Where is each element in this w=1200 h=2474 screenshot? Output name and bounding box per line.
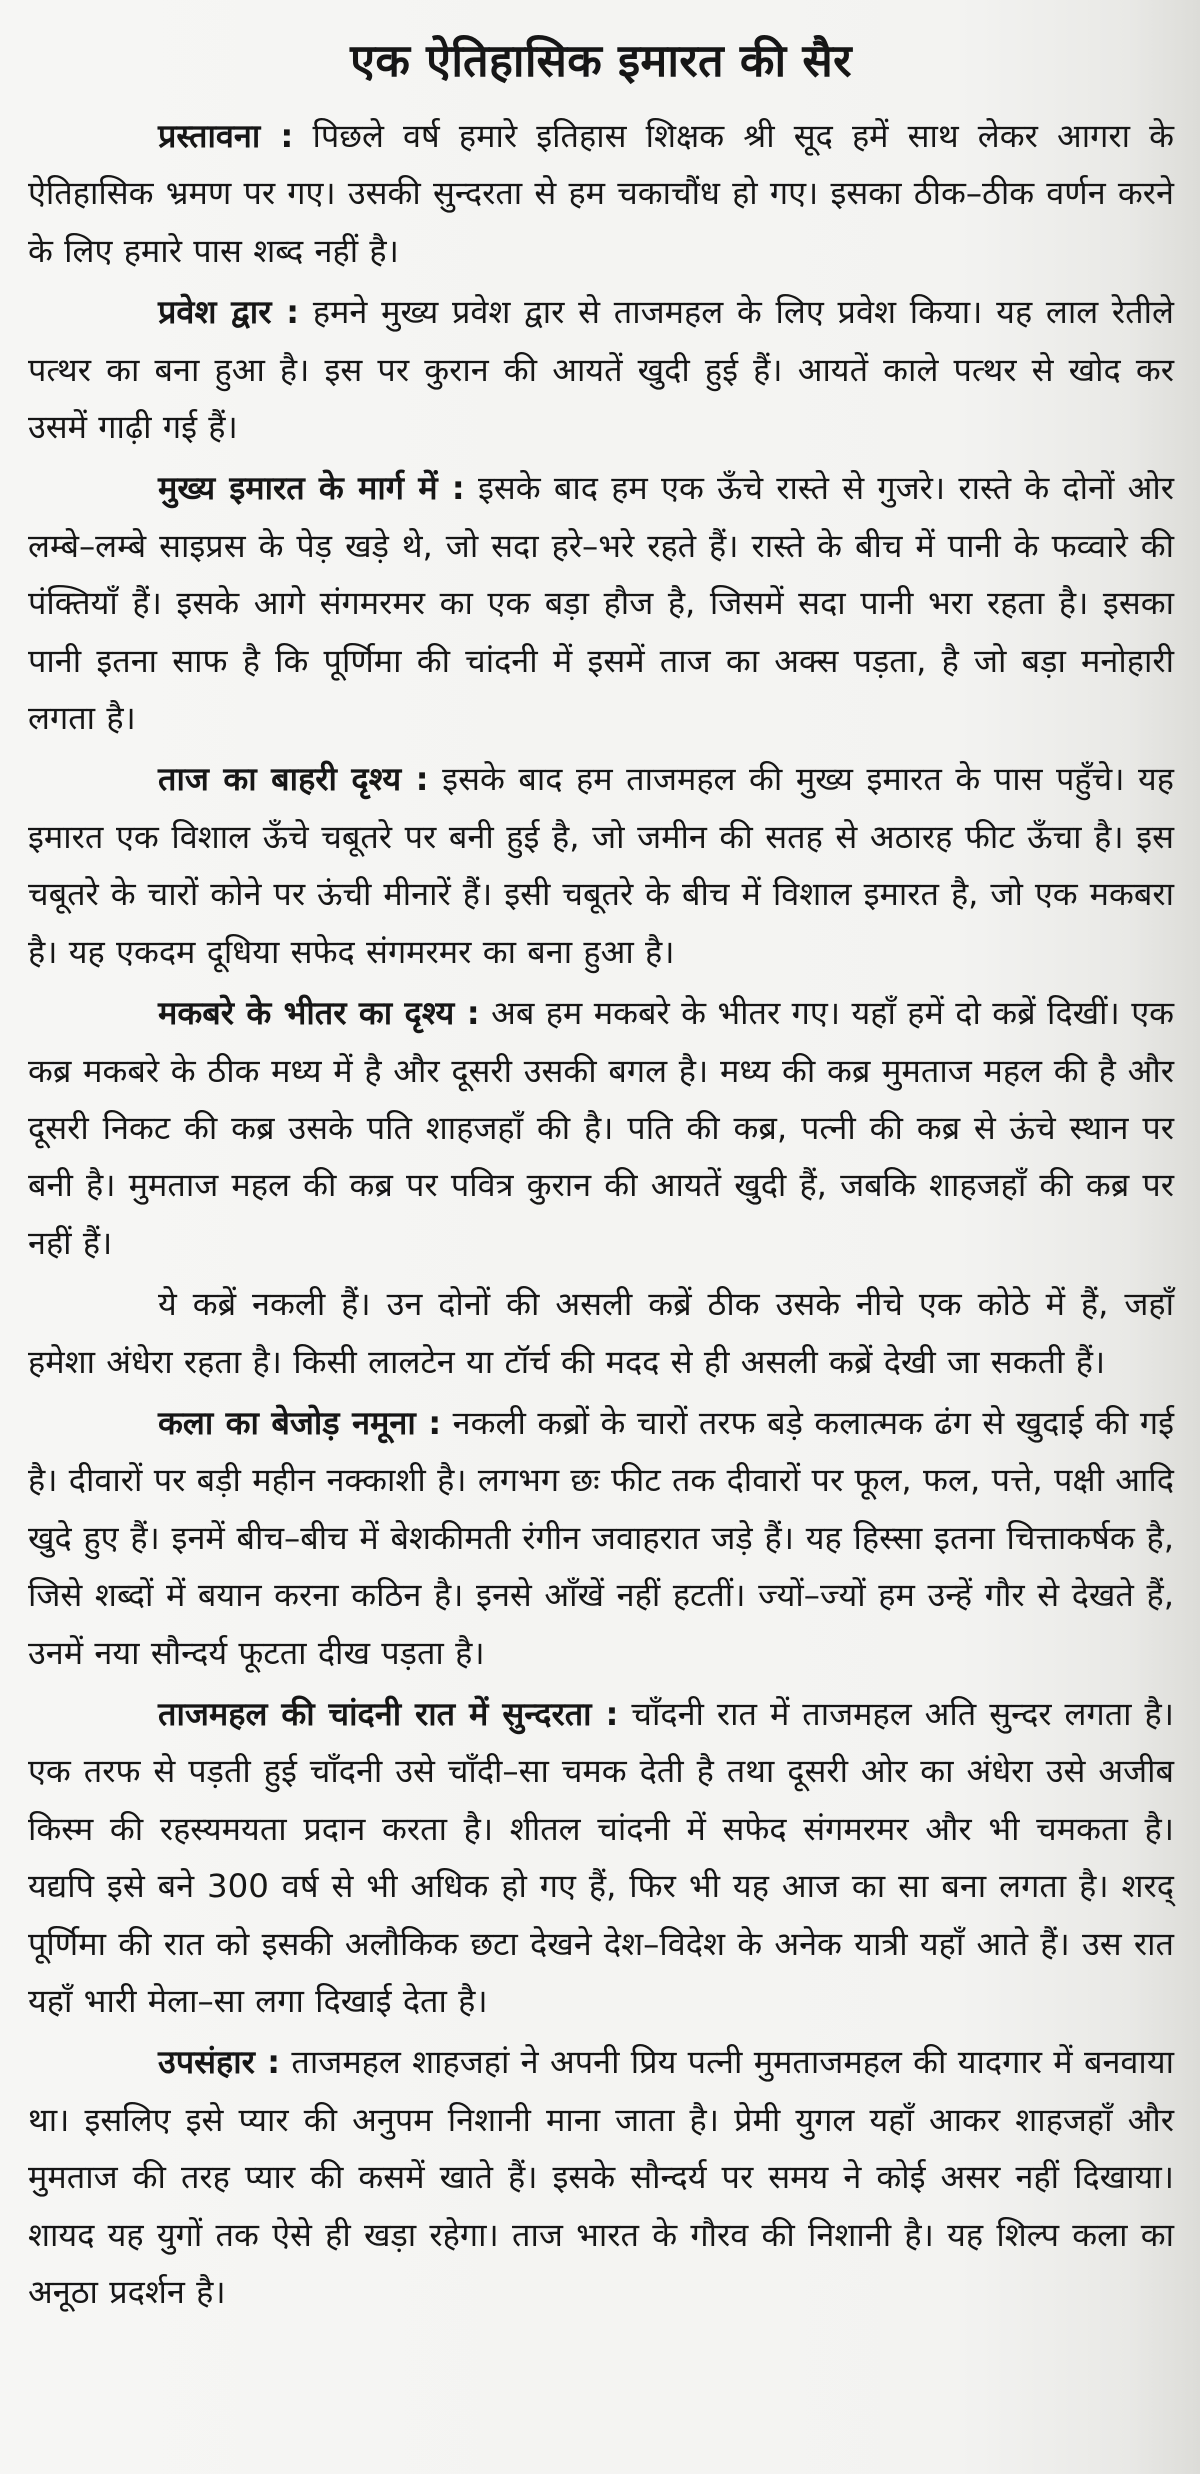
paragraph-heading: मकबरे के भीतर का दृश्य : xyxy=(158,994,480,1033)
paragraph-body: अब हम मकबरे के भीतर गए। यहाँ हमें दो कब्रें दिखीं। एक कब्र मकबरे के ठीक मध्य में है और दूसरी उसकी बगल है। मध्य की कब्र मुमताज महल की है और दूसरी निकट की कब्र उसके पति शाहजहाँ की है। पति की कब्र, पत्नी की कब्र से ऊंचे स्थान पर बनी है। मुमताज महल की कब्र पर पवित्र कुरान की आयतें खुदी हैं, जबकि शाहजहाँ की कब्र पर नहीं हैं। xyxy=(28,994,1175,1262)
paragraph-heading: प्रस्तावना : xyxy=(158,117,294,155)
paragraph-heading: कला का बेजोड़ नमूना : xyxy=(158,1403,442,1442)
paragraph-introduction xyxy=(28,108,1174,280)
paragraph-body: हमने मुख्य प्रवेश द्वार से ताजमहल के लिए प्रवेश किया। यह लाल रेतीले पत्थर का बना हुआ है। इस पर कुरान की आयतें खुदी हुई हैं। आयतें काले पत्थर से खोद कर उसमें गाढ़ी गई हैं। xyxy=(28,293,1174,447)
paragraph-body: ताजमहल शाहजहां ने अपनी प्रिय पत्नी मुमताजमहल की यादगार में बनवाया था। इसलिए इसे प्यार की अनुपम निशानी माना जाता है। प्रेमी युगल यहाँ आकर शाहजहाँ और मुमताज की तरह प्यार की कसमें खाते हैं। इसके सौन्दर्य पर समय ने कोई असर नहीं दिखाया। शायद यह युगों तक ऐसे ही खड़ा रहेगा। ताज भारत के गौरव की निशानी है। यह शिल्प कला का अनूठा प्रदर्शन है। xyxy=(28,2043,1174,2312)
paragraph-heading: प्रवेश द्वार : xyxy=(158,293,300,332)
paragraph-conclusion xyxy=(28,2034,1174,2321)
paragraph-art-specimen xyxy=(28,1395,1174,1682)
paragraph-body: इसके बाद हम एक ऊँचे रास्ते से गुजरे। रास्ते के दोनों ओर लम्बे–लम्बे साइप्रस के पेड़ खड़े थे, जो सदा हरे–भरे रहते हैं। रास्ते के बीच में पानी के फव्वारे की पंक्तियाँ हैं। इसके आगे संगमरमर का एक बड़ा हौज है, जिसमें सदा पानी भरा रहता है। इसका पानी इतना साफ है कि पूर्णिमा की चांदनी में इसमें ताज का अक्स पड़ता, है जो बड़ा मनोहारी लगता है। xyxy=(28,469,1175,738)
paragraph-body: ये कब्रें नकली हैं। उन दोनों की असली कब्रें ठीक उसके नीचे एक कोठे में हैं, जहाँ हमेशा अंधेरा रहता है। किसी लालटेन या टॉर्च की मदद से ही असली कब्रें देखी जा सकती हैं। xyxy=(28,1285,1174,1381)
paragraph-body: इसके बाद हम ताजमहल की मुख्य इमारत के पास पहुँचे। यह इमारत एक विशाल ऊँचे चबूतरे पर बनी हुई है, जो जमीन की सतह से अठारह फीट ऊँचा है। इस चबूतरे के चारों कोने पर ऊंची मीनारें हैं। इसी चबूतरे के बीच में विशाल इमारत है, जो एक मकबरा है। यह एकदम दूधिया सफेद संगमरमर का बना हुआ है। xyxy=(28,760,1174,971)
paragraph-entrance-gate xyxy=(28,284,1174,456)
paragraph-path-to-main-building xyxy=(28,460,1174,747)
paragraph-heading: ताज का बाहरी दृश्य : xyxy=(158,760,429,799)
paragraph-inside-tomb xyxy=(28,985,1174,1272)
paragraph-heading: उपसंहार : xyxy=(158,2043,281,2082)
paragraph-real-graves xyxy=(28,1276,1174,1391)
paragraph-exterior-view xyxy=(28,751,1174,981)
paragraph-body: नकली कब्रों के चारों तरफ बड़े कलात्मक ढंग से खुदाई की गई है। दीवारों पर बड़ी महीन नक्काशी है। लगभग छः फीट तक दीवारों पर फूल, फल, पत्ते, पक्षी आदि खुदे हुए हैं। इनमें बीच–बीच में बेशकीमती रंगीन जवाहरात जड़े हैं। यह हिस्सा इतना चित्ताकर्षक है, जिसे शब्दों में बयान करना कठिन है। इनसे आँखें नहीं हटतीं। ज्यों–ज्यों हम उन्हें गौर से देखते हैं, उनमें नया सौन्दर्य फूटता दीख पड़ता है। xyxy=(28,1403,1175,1672)
paragraph-heading: मुख्य इमारत के मार्ग में : xyxy=(158,469,465,508)
paragraph-moonlit-beauty xyxy=(28,1686,1174,2030)
paragraph-body: चाँदनी रात में ताजमहल अति सुन्दर लगता है। एक तरफ से पड़ती हुई चाँदनी उसे चाँदी–सा चमक देती है तथा दूसरी ओर का अंधेरा उसे अजीब किस्म की रहस्यमयता प्रदान करता है। शीतल चांदनी में सफेद संगमरमर और भी चमकता है। यद्यपि इसे बने 300 वर्ष से भी अधिक हो गए हैं, फिर भी यह आज का सा बना लगता है। शरद् पूर्णिमा की रात को इसकी अलौकिक छटा देखने देश–विदेश के अनेक यात्री यहाँ आते हैं। उस रात यहाँ भारी मेला–सा लगा दिखाई देता है। xyxy=(28,1694,1174,2020)
paragraph-heading: ताजमहल की चांदनी रात में सुन्दरता : xyxy=(158,1694,619,1733)
paragraph-body: पिछले वर्ष हमारे इतिहास शिक्षक श्री सूद हमें साथ लेकर आगरा के ऐतिहासिक भ्रमण पर गए। उसकी सुन्दरता से हम चकाचौंध हो गए। इसका ठीक–ठीक वर्णन करने के लिए हमारे पास शब्द नहीं है। xyxy=(28,117,1174,270)
essay-title: एक ऐतिहासिक इमारत की सैर xyxy=(350,34,852,87)
